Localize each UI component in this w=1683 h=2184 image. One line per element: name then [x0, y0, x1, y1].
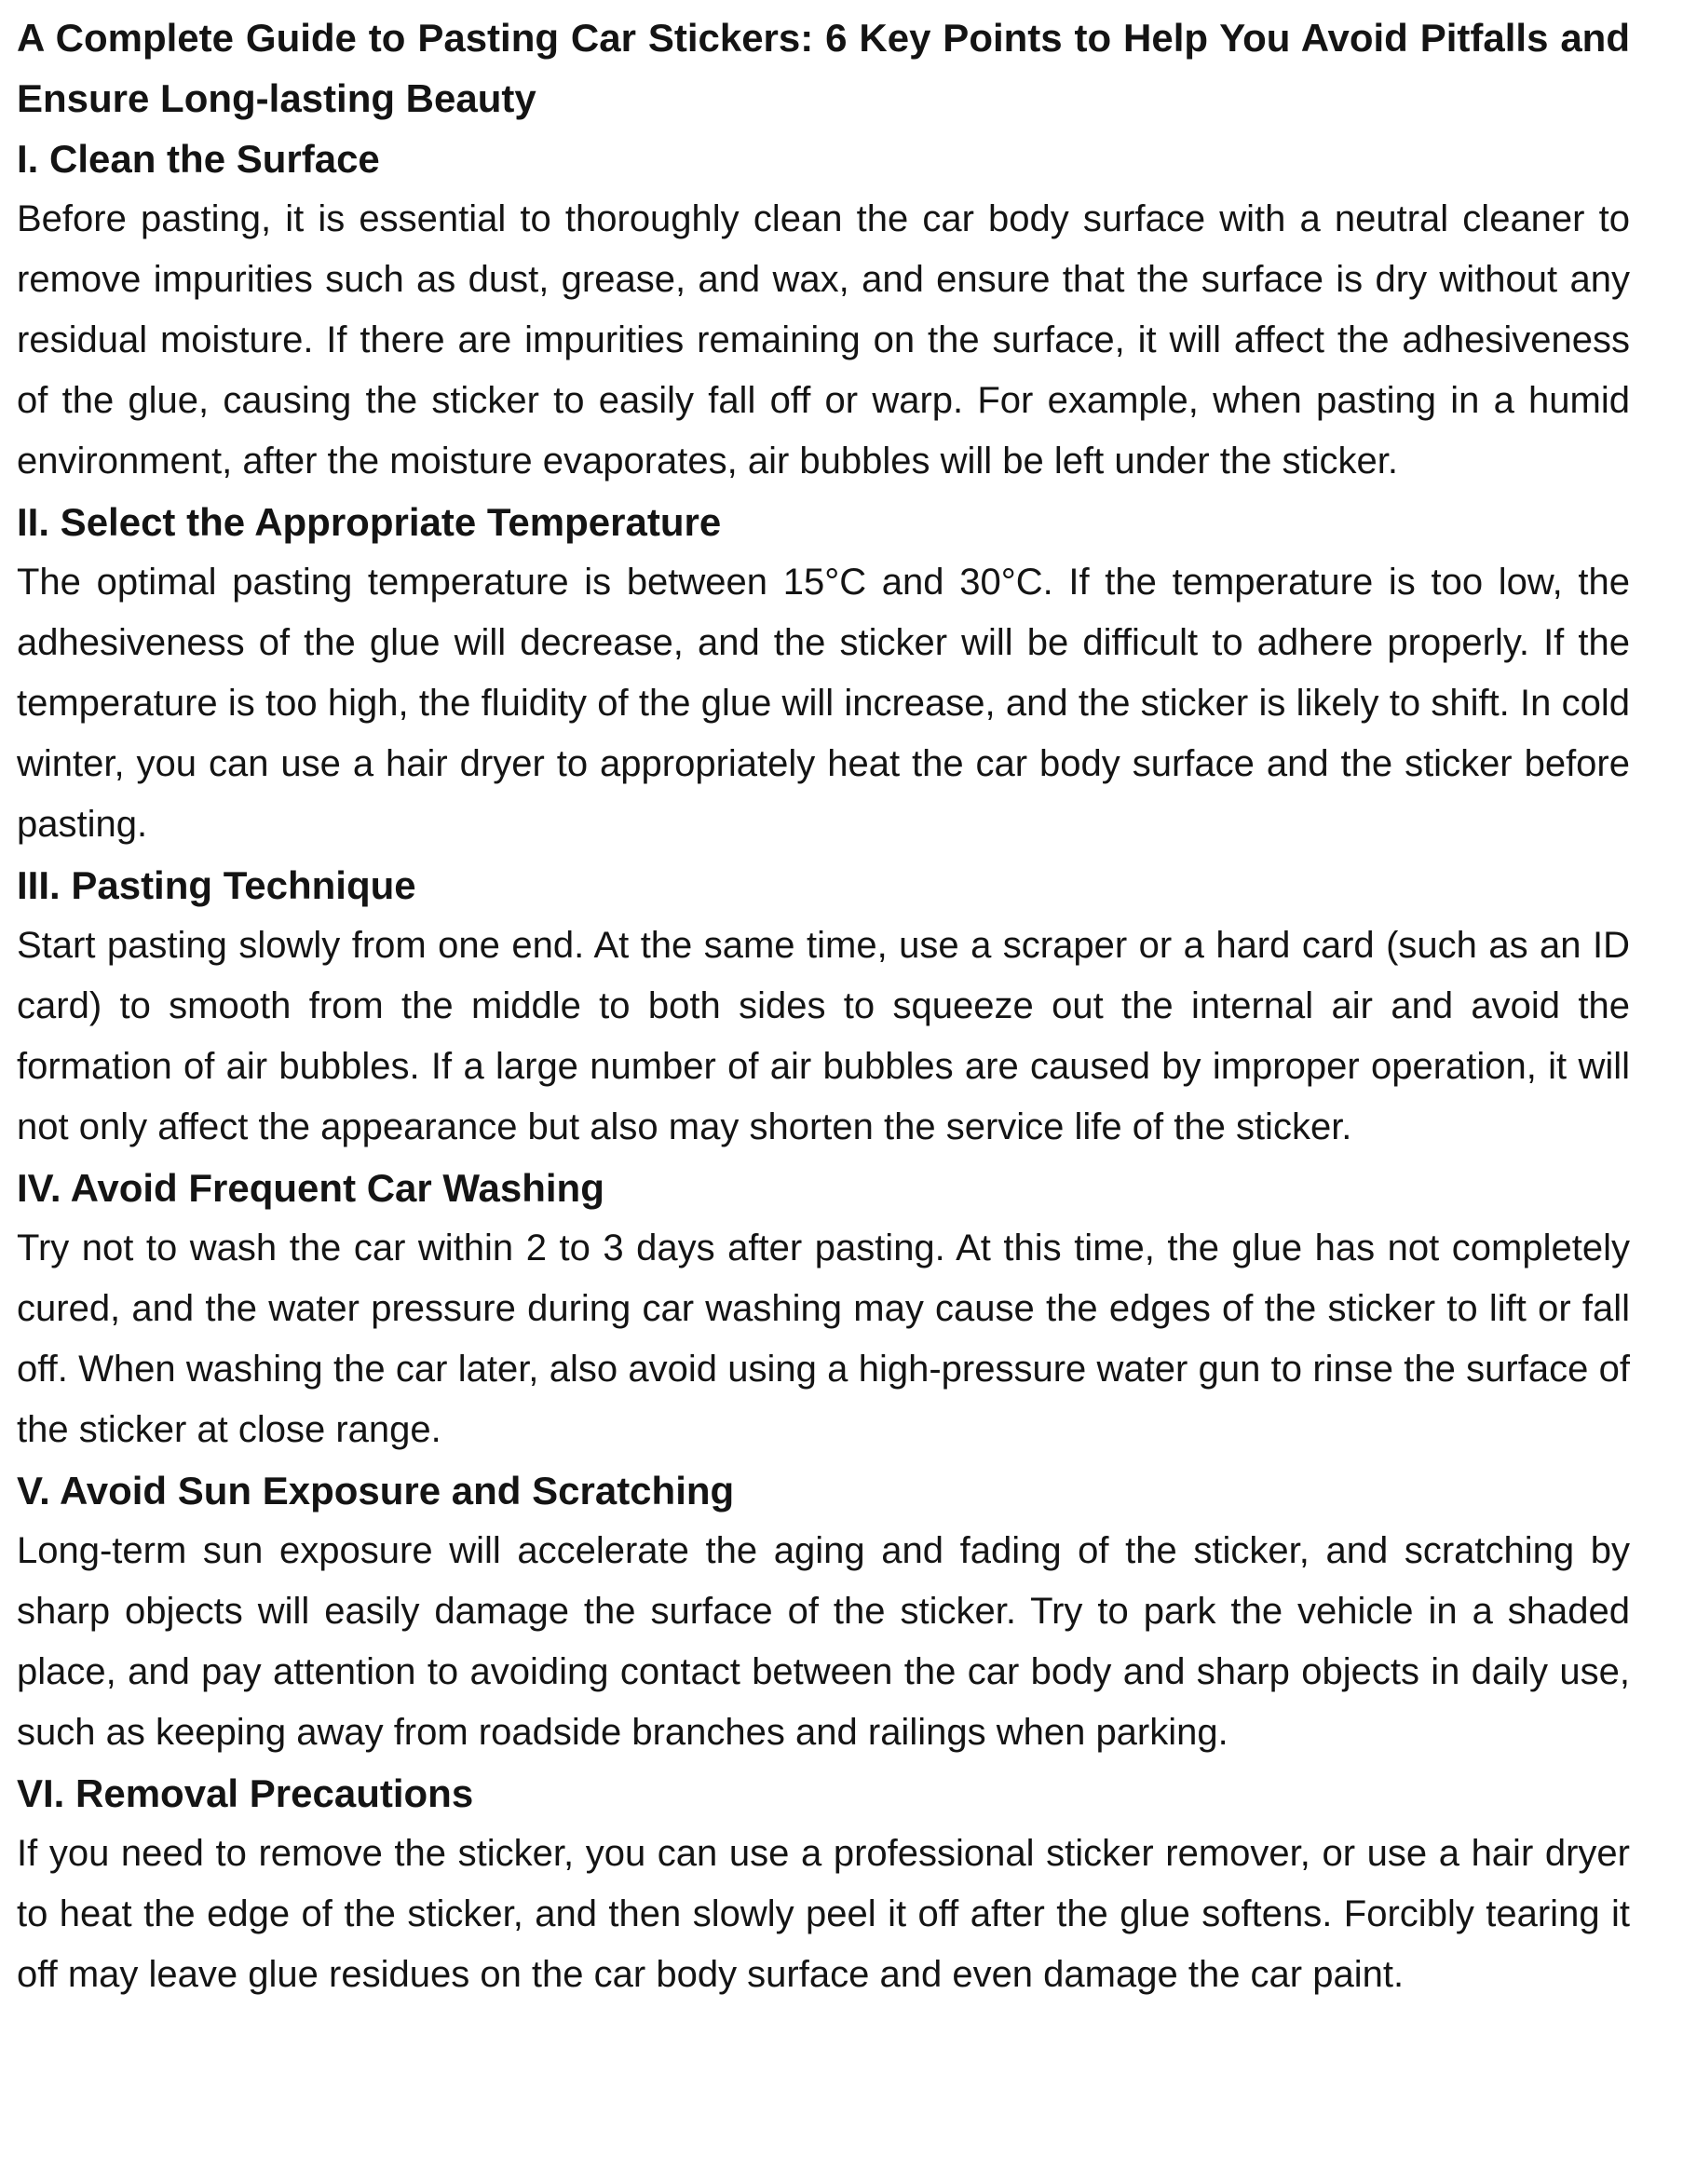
section-body: If you need to remove the sticker, you can use a professional sticker remover, or use a hair dryer to heat the edge of the sticker, and then slowly peel it off after the glue softens. Forcibly tearing it off may leave glue residues on the car body surface and even damage the car paint.: [17, 1833, 1630, 1995]
section-body: Start pasting slowly from one end. At the same time, use a scraper or a hard card (such as an ID card) to smooth from the middle to both sides to squeeze out the internal air and avoid the formation of air bubbles. If a large number of air bubbles are caused by improper operation, it will not only affect the appearance but also may shorten the service life of the sticker.: [17, 925, 1630, 1147]
document-page: [17, 7, 1630, 2005]
section-clean-surface: [17, 129, 1630, 492]
section-sun-exposure: [17, 1460, 1630, 1763]
document-title: A Complete Guide to Pasting Car Stickers: 6 Key Points to Help You Avoid Pitfalls and Ensure Long-lasting Beauty: [17, 16, 1630, 120]
section-car-washing: [17, 1158, 1630, 1460]
section-body: Try not to wash the car within 2 to 3 days after pasting. At this time, the glue has not completely cured, and the water pressure during car washing may cause the edges of the sticker to lift or fall off. When washing the car later, also avoid using a high-pressure water gun to rinse the surface of the sticker at close range.: [17, 1228, 1630, 1450]
section-heading: I. Clean the Surface: [17, 137, 380, 181]
section-heading: II. Select the Appropriate Temperature: [17, 500, 722, 544]
section-heading: III. Pasting Technique: [17, 863, 416, 907]
section-body: Long-term sun exposure will accelerate the aging and fading of the sticker, and scratching by sharp objects will easily damage the surface of the sticker. Try to park the vehicle in a shaded place, and pay attention to avoiding contact between the car body and sharp objects in daily use, such as keeping away from roadside branches and railings when parking.: [17, 1530, 1630, 1753]
section-body: The optimal pasting temperature is between 15°C and 30°C. If the temperature is too low, the adhesiveness of the glue will decrease, and the sticker will be difficult to adhere properly. If the temperature is too high, the fluidity of the glue will increase, and the sticker is likely to shift. In cold winter, you can use a hair dryer to appropriately heat the car body surface and the sticker before pasting.: [17, 562, 1630, 845]
section-heading: IV. Avoid Frequent Car Washing: [17, 1166, 604, 1210]
section-heading: V. Avoid Sun Exposure and Scratching: [17, 1469, 735, 1513]
section-pasting-technique: [17, 855, 1630, 1158]
section-removal: [17, 1763, 1630, 2005]
section-body: Before pasting, it is essential to thoroughly clean the car body surface with a neutral cleaner to remove impurities such as dust, grease, and wax, and ensure that the surface is dry without any residual moisture. If there are impurities remaining on the surface, it will affect the adhesiveness of the glue, causing the sticker to easily fall off or warp. For example, when pasting in a humid environment, after the moisture evaporates, air bubbles will be left under the sticker.: [17, 198, 1630, 482]
section-heading: VI. Removal Precautions: [17, 1771, 474, 1815]
section-temperature: [17, 492, 1630, 855]
